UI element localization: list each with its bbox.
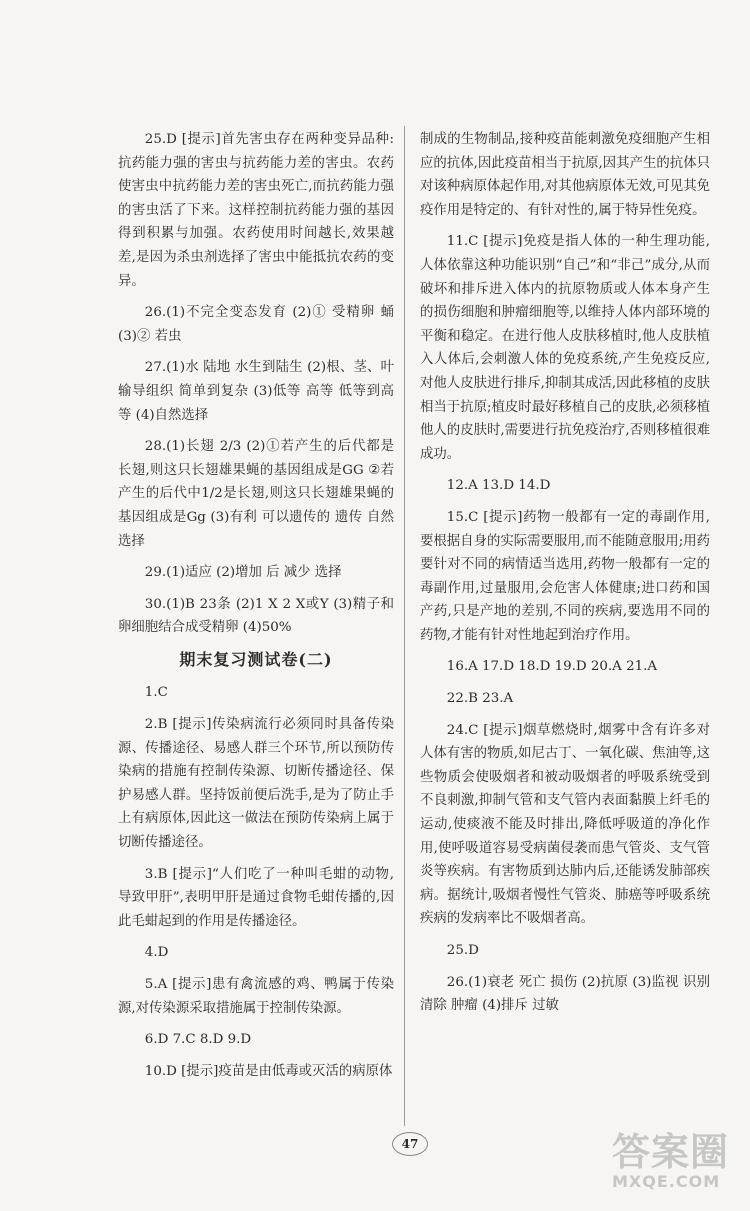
page-number: 47: [392, 1132, 428, 1156]
answer-4: 4.D: [144, 945, 169, 961]
answer-10-start: 10.D [提示]疫苗是由低毒或灭活的病原体: [144, 1063, 393, 1079]
section-title: 期末复习测试卷(二): [179, 649, 333, 669]
answer-24: 24.C [提示]烟草燃烧时,烟雾中含有许多对人体有害的物质,如尼古丁、一氧化碳、焦油等,这些物质会使吸烟者和被动吸烟者的呼吸系统受到不良刺激,抑制气管和支气管内表面黏膜上纤毛的运动,使痰液不能及时排出,降低呼吸道的净化作用,使呼吸道容易受病菌侵袭而患气管炎、支气管炎等疾病。有害物质到达肺内后,还能诱发肺部疾病。据统计,吸烟者慢性气管炎、肺癌等呼吸系统疾病的发病率比不吸烟者高。: [420, 722, 710, 927]
watermark-logo: [612, 1132, 742, 1200]
answer-3: 3.B [提示]“人们吃了一种叫毛蚶的动物,导致甲肝”,表明甲肝是通过食物毛蚶传播的,因此毛蚶起到的作用是传播途径。: [118, 866, 394, 929]
answer-5: 5.A [提示]患有禽流感的鸡、鸭属于传染源,对传染源采取措施属于控制传染源。: [118, 977, 394, 1016]
answer-26: 26.(1)不完全变态发育 (2)① 受精卵 蛹 (3)② 若虫: [118, 305, 394, 344]
answer-26-right: 26.(1)衰老 死亡 损伤 (2)抗原 (3)监视 识别 清除 肿瘤 (4)排斥 过敏: [420, 974, 710, 1014]
answer-30: 30.(1)B 23条 (2)1 X 2 X或Y (3)精子和卵细胞结合成受精卵 (4)50%: [118, 596, 394, 636]
answer-15: 15.C [提示]药物一般都有一定的毒副作用,要根据自身的实际需要服用,而不能随意服用;用药要针对不同的病情适当选用,药物一般都有一定的毒副作用,过量服用,会危害人体健康;进口药和国产药,只是产地的差别,不同的疾病,要选用不同的药物,才能有针对性地起到治疗作用。: [420, 509, 710, 643]
answer-10-continued: 制成的生物制品,接种疫苗能刺激免疫细胞产生相应的抗体,因此疫苗相当于抗原,因其产生的抗体只对该种病原体起作用,对其他病原体无效,可见其免疫作用是特定的、有针对性的,属于特异性免疫。: [420, 132, 710, 218]
answer-28: 28.(1)长翅 2/3 (2)①若产生的后代都是长翅,则这只长翅雄果蝇的基因组成是GG ②若产生的后代中1/2是长翅,则这只长翅雄果蝇的基因组成是Gg (3)有利 可以遗传的 遗传 自然选择: [118, 439, 394, 549]
left-column: [118, 128, 394, 1091]
watermark-main: 答案圈: [612, 1130, 730, 1174]
answer-29: 29.(1)适应 (2)增加 后 减少 选择: [144, 565, 342, 581]
column-divider: [404, 126, 405, 1126]
answer-22-23: 22.B 23.A: [446, 691, 514, 707]
answer-25-right: 25.D: [446, 943, 479, 958]
answer-1: 1.C: [144, 685, 168, 701]
answer-11: 11.C [提示]免疫是指人体的一种生理功能,人体依靠这种功能识别“自己”和“非己”成分,从而破坏和排斥进入体内的抗原物质或人体本身产生的损伤细胞和肿瘤细胞等,以维持人体内部环境的平衡和稳定。在进行他人皮肤移植时,他人皮肤植入人体后,会刺激人体的免疫系统,产生免疫反应,对他人皮肤进行排斥,抑制其成活,因此移植的皮肤相当于抗原;植皮时最好移植自己的皮肤,必须移植他人的皮肤时,需要进行抗免疫治疗,否则移植很难成功。: [420, 234, 710, 462]
answer-2: 2.B [提示]传染病流行必须同时具备传染源、传播途径、易感人群三个环节,所以预防传染病的措施有控制传染源、切断传播途径、保护易感人群。坚持饭前便后洗手,是为了防止手上有病原体,因此这一做法在预防传染病上属于切断传播途径。: [118, 717, 394, 851]
watermark-url: MXQE.COM: [612, 1172, 721, 1191]
answer-12-14: 12.A 13.D 14.D: [446, 478, 551, 494]
answer-6-9: 6.D 7.C 8.D 9.D: [144, 1032, 252, 1048]
answer-16-21: 16.A 17.D 18.D 19.D 20.A 21.A: [446, 659, 658, 675]
right-column: [420, 128, 710, 1026]
answer-25: 25.D [提示]首先害虫存在两种变异品种:抗药能力强的害虫与抗药能力差的害虫。农药使害虫中抗药能力差的害虫死亡,而抗药能力强的害虫活了下来。这样控制抗药能力强的基因得到积累与加强。农药使用时间越长,效果越差,是因为杀虫剂选择了害虫中能抵抗农药的变异。: [118, 132, 394, 289]
answer-27: 27.(1)水 陆地 水生到陆生 (2)根、茎、叶 输导组织 简单到复杂 (3)低等 高等 低等到高等 (4)自然选择: [118, 360, 394, 423]
